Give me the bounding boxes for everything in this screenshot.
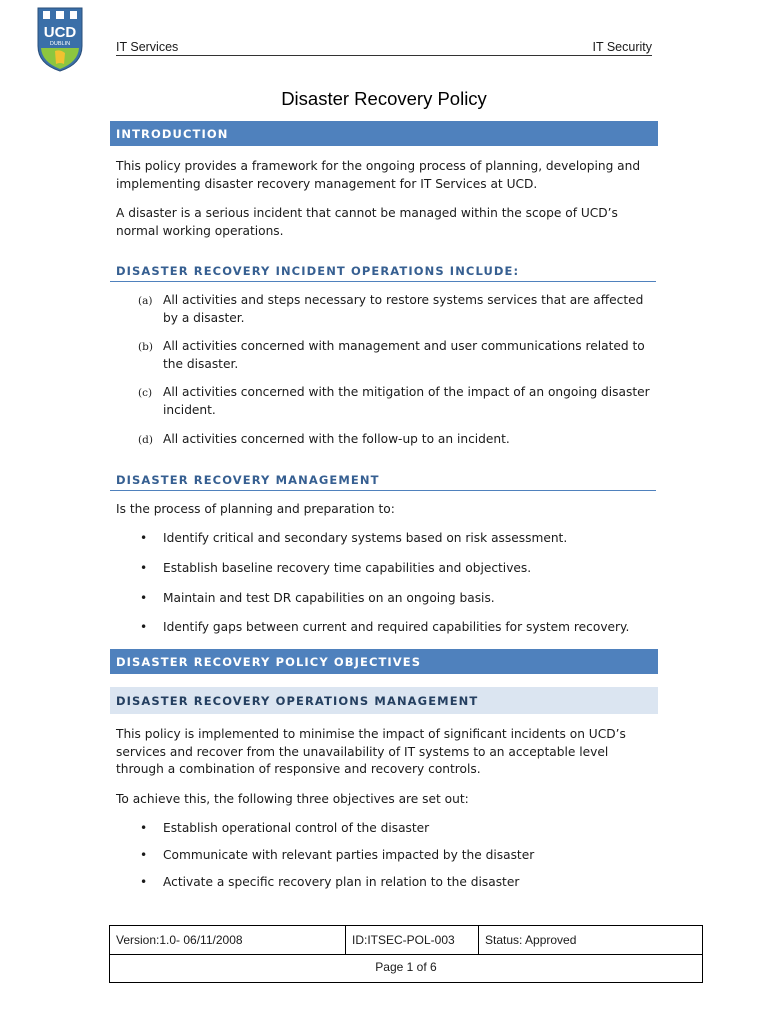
list-item <box>138 820 658 838</box>
footer-document-id: ID:ITSEC-POL-003 <box>346 926 479 955</box>
footer-version: Version:1.0- 06/11/2008 <box>110 926 346 955</box>
list-item <box>138 847 658 865</box>
list-marker: (b) <box>138 341 153 353</box>
bullet-icon: • <box>140 531 148 545</box>
introduction-heading: INTRODUCTION <box>110 121 658 146</box>
introduction-paragraph-2: A disaster is a serious incident that cannot be managed within the scope of UCD’s normal working operations. <box>116 206 618 238</box>
list-item-text: Activate a specific recovery plan in relation to the disaster <box>163 875 520 889</box>
bullet-icon: • <box>140 821 148 835</box>
objectives-heading: DISASTER RECOVERY POLICY OBJECTIVES <box>110 649 658 674</box>
document-title: Disaster Recovery Policy <box>281 88 487 109</box>
operations-management-paragraph: This policy is implemented to minimise the impact of significant incidents on UCD’s services and recover from the unavailability of IT systems to an acceptable level through a combination of responsive and recovery controls. <box>116 727 626 776</box>
header-section: IT Security <box>592 40 652 54</box>
list-marker: (c) <box>138 387 153 399</box>
page-header <box>116 38 652 56</box>
list-item <box>138 874 658 892</box>
footer-meta-row <box>110 926 702 955</box>
list-item-text: Establish operational control of the disaster <box>163 821 430 835</box>
footer-page-number: Page 1 of 6 <box>375 960 437 974</box>
ucd-crest-logo <box>36 6 84 72</box>
bullet-icon: • <box>140 875 148 889</box>
bullet-icon: • <box>140 848 148 862</box>
incident-operations-heading: DISASTER RECOVERY INCIDENT OPERATIONS INCLUDE: <box>110 258 656 282</box>
list-item <box>138 292 658 327</box>
list-item <box>138 431 658 449</box>
document-footer-table <box>109 925 703 983</box>
operations-management-intro: To achieve this, the following three objectives are set out: <box>116 792 469 806</box>
list-item-text: Identify critical and secondary systems based on risk assessment. <box>163 531 568 545</box>
list-item <box>138 590 658 608</box>
list-marker: (a) <box>138 295 153 307</box>
list-item-text: All activities concerned with the mitigation of the impact of an ongoing disaster incident. <box>163 385 650 417</box>
logo-wordmark: UCD <box>43 24 77 41</box>
footer-status: Status: Approved <box>485 933 577 947</box>
list-item-text: Communicate with relevant parties impacted by the disaster <box>163 848 535 862</box>
header-department: IT Services <box>116 40 179 54</box>
management-intro: Is the process of planning and preparation to: <box>116 502 395 516</box>
list-item-text: Establish baseline recovery time capabilities and objectives. <box>163 561 532 575</box>
list-item-text: Maintain and test DR capabilities on an ongoing basis. <box>163 591 495 605</box>
bullet-icon: • <box>140 620 148 634</box>
list-marker: (d) <box>138 434 153 446</box>
introduction-paragraph-1: This policy provides a framework for the ongoing process of planning, developing and implementing disaster recovery management for IT Services at UCD. <box>116 159 641 191</box>
list-item <box>138 384 658 419</box>
list-item-text: All activities concerned with management and user communications related to the disaster. <box>163 339 645 371</box>
bullet-icon: • <box>140 591 148 605</box>
list-item-text: All activities concerned with the follow-up to an incident. <box>163 432 510 446</box>
bullet-icon: • <box>140 561 148 575</box>
list-item <box>138 619 658 637</box>
list-item <box>138 530 658 548</box>
list-item-text: Identify gaps between current and required capabilities for system recovery. <box>163 620 630 634</box>
management-heading: DISASTER RECOVERY MANAGEMENT <box>110 467 656 491</box>
list-item <box>138 338 658 373</box>
operations-management-heading: DISASTER RECOVERY OPERATIONS MANAGEMENT <box>110 687 658 714</box>
logo-subtitle: DUBLIN <box>49 41 71 47</box>
list-item <box>138 560 658 578</box>
list-item-text: All activities and steps necessary to restore systems services that are affected by a disaster. <box>163 293 644 325</box>
